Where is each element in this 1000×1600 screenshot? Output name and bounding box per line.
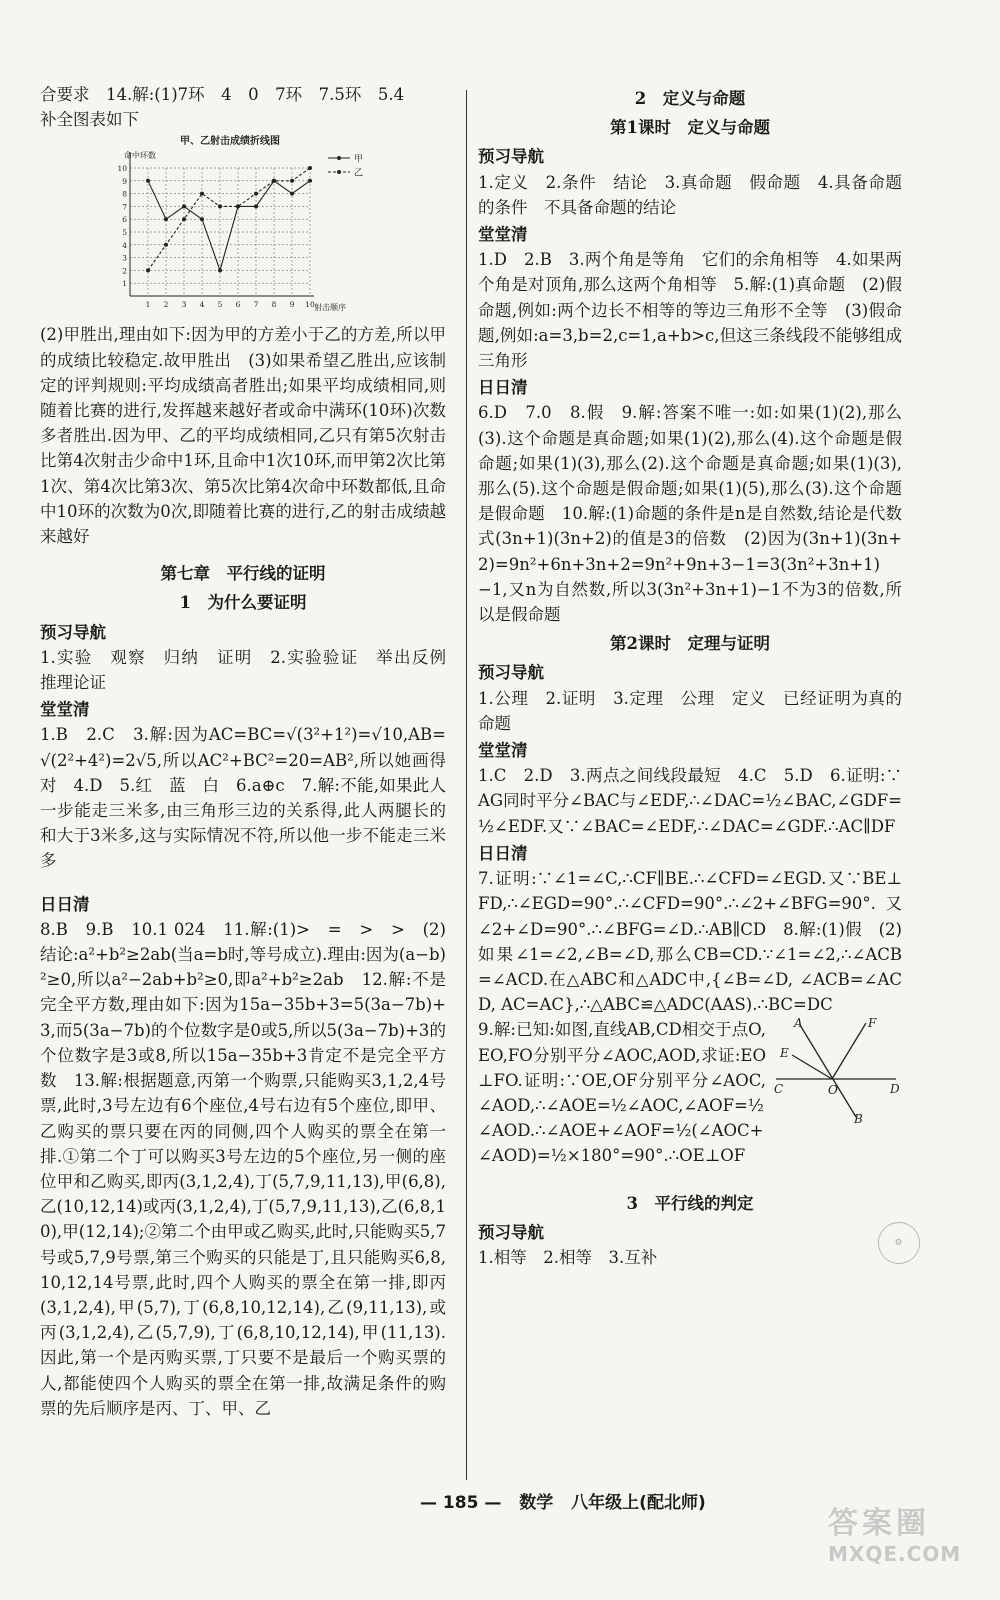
- preview-answers-2: 1.公理 2.证明 3.定理 公理 定义 已经证明为真的命题: [478, 688, 902, 733]
- data-point: [308, 179, 312, 183]
- heading-preview-2: 预习导航: [478, 663, 544, 683]
- legend-label: 甲: [354, 154, 364, 165]
- lesson-2-title: 第2课时 定理与证明: [610, 634, 770, 654]
- section-title: 1 为什么要证明: [179, 593, 307, 613]
- label-e: E: [780, 1046, 789, 1061]
- section-3-title: 3 平行线的判定: [626, 1193, 754, 1213]
- heading-preview: 预习导航: [478, 147, 544, 167]
- series-line-2: [148, 168, 310, 270]
- line-chart: [80, 132, 380, 322]
- data-point: [254, 205, 258, 209]
- section-2-title: 2 定义与命题: [634, 89, 746, 108]
- data-point: [308, 166, 312, 170]
- data-point: [272, 179, 276, 183]
- data-point: [218, 205, 222, 209]
- x-tick-label: 10: [305, 300, 315, 310]
- answer-14: 合要求 14.解:(1)7环 4 0 7环 7.5环 5.4: [40, 85, 405, 104]
- y-tick-label: 5: [122, 228, 127, 238]
- data-point: [182, 218, 186, 222]
- daily-answers-2a: 7.证明:∵∠1=∠C,∴CF∥BE.∴∠CFD=∠EGD.又∵BE⊥FD,∴∠EGD=90°.∴∠CFD=90°.∴∠2+∠BFG=90°.又∠2+∠D=90°.∴∠BFG=∠D.∴AB∥CD 8.解:(1)假 (2)如果∠1=∠2,∠B=∠D,那么CB=CD.∵∠1=∠2,∴∠ACB=∠ACD.在△ABC和△ADC中,{∠B=∠D, ∠ACB=∠ACD, AC=AC},∴△ABC≌△ADC(AAS).∴BC=DC: [478, 869, 902, 1015]
- class-answers-2: 1.C 2.D 3.两点之间线段最短 4.C 5.D 6.证明:∵AG同时平分∠BAC与∠EDF,∴∠DAC=½∠BAC,∠GDF=½∠EDF.又∵∠BAC=∠EDF,∴∠DAC=∠GDF.∴AC∥DF: [478, 766, 902, 836]
- heading-class: 堂堂清: [40, 700, 90, 720]
- legend-marker: [337, 156, 341, 160]
- watermark-line2: MXQE.COM: [828, 1542, 962, 1566]
- x-tick-label: 5: [217, 300, 223, 310]
- y-tick-label: 3: [122, 254, 127, 264]
- series-line-1: [148, 181, 310, 271]
- data-point: [164, 218, 168, 222]
- y-tick-label: 10: [117, 164, 127, 174]
- chapter-title: 第七章 平行线的证明: [160, 564, 326, 584]
- data-point: [218, 269, 222, 273]
- label-f: F: [868, 1017, 877, 1031]
- daily-answers-2b: 9.解:已知:如图,直线AB,CD相交于点O,EO,FO分别平分∠AOC,AOD,求证:EO⊥FO.证明:∵OE,OF分别平分∠AOC,∠AOD,∴∠AOE=½∠AOC,∠AOF=½∠AOD.∴∠AOE+∠AOF=½(∠AOC+∠AOD)=½×180°=90°.∴OE⊥OF: [478, 1020, 766, 1166]
- answer-14-part2: (2)甲胜出,理由如下:因为甲的方差小于乙的方差,所以甲的成绩比较稳定.故甲胜出 (3)如果希望乙胜出,应该制定的评判规则:平均成绩高者胜出;如果平均成绩相同,则随着比赛的进行,发挥越来越好者或命中满环(10环)次数多者胜出.因为甲、乙的平均成绩相同,乙只有第5次射击比第4次射击少命中1环,且命中1次10环,而甲第2次比第1次、第4次比第3次、第5次比第4次命中环数都低,且命中10环的次数为0次,即随着比赛的进行,乙的射击成绩越来越好: [40, 325, 446, 547]
- x-tick-label: 6: [235, 300, 241, 310]
- page-number: — 185 —: [420, 1493, 502, 1513]
- x-tick-label: 7: [253, 300, 259, 310]
- daily-answers: 6.D 7.0 8.假 9.解:答案不唯一:如:如果(1)(2),那么(3).这个命题是真命题;如果(1)(2),那么(4).这个命题是假命题;如果(1)(3),那么(2).这个命题是真命题;如果(1)(3),那么(5).这个命题是假命题;如果(1)(5),那么(3).这个命题是假命题 10.解:(1)命题的条件是n是自然数,结论是代数式(3n+1)(3n+2)的值是3的倍数 (2)因为(3n+1)(3n+2)=9n²+6n+3n+2=9n²+9n+3−1=3(3n²+3n+1)−1,又n为自然数,所以3(3n²+3n+1)−1不为3的倍数,所以是假命题: [478, 403, 902, 625]
- legend-marker: [337, 170, 341, 174]
- x-tick-label: 8: [271, 300, 277, 310]
- heading-class-2: 堂堂清: [478, 741, 528, 761]
- data-point: [290, 179, 294, 183]
- watermark-line1: 答案圈: [828, 1506, 930, 1541]
- label-d: D: [890, 1082, 900, 1097]
- legend-label: 乙: [354, 168, 364, 179]
- right-column: [478, 82, 902, 1270]
- heading-preview: 预习导航: [40, 622, 106, 642]
- heading-daily: 日日清: [40, 894, 90, 914]
- class-answers: 1.B 2.C 3.解:因为AC=BC=√(3²+1²)=√10,AB=√(2²+4²)=2√5,所以AC²+BC²=20=AB²,所以她画得对 4.D 5.红 蓝 白 6.a⊕c 7.解:不能,如果此人一步能走三米多,由三角形三边的关系得,此人两腿长的和大于3米多,这与实际情况不符,所以他一步不能走三米多: [40, 725, 446, 871]
- class-answers: 1.D 2.B 3.两个角是等角 它们的余角相等 4.如果两个角是对顶角,那么这两个角相等 5.解:(1)真命题 (2)假命题,例如:两个边长不相等的等边三角形不全等 (3)假命题,例如:a=3,b=2,c=1,a+b>c,但这三条线段不能够组成三角形: [478, 250, 902, 371]
- angle-bisector-diagram: [772, 1017, 902, 1125]
- grade: 八年级上(配北师): [571, 1493, 706, 1513]
- y-tick-label: 6: [122, 215, 127, 225]
- column-divider: [466, 90, 467, 1480]
- heading-daily-2: 日日清: [478, 843, 528, 863]
- data-point: [164, 243, 168, 247]
- label-c: C: [774, 1082, 784, 1097]
- x-axis-label: 射击顺序: [314, 303, 346, 313]
- y-tick-label: 7: [122, 202, 127, 212]
- data-point: [200, 218, 204, 222]
- watermark-logo: [828, 1498, 978, 1588]
- y-tick-label: 4: [122, 241, 127, 251]
- data-point: [290, 192, 294, 196]
- preview-answers-3: 1.相等 2.相等 3.互补: [478, 1247, 658, 1267]
- left-column: [40, 82, 463, 1421]
- label-a: A: [794, 1017, 803, 1031]
- data-point: [200, 192, 204, 196]
- y-axis-label: 命中环数: [124, 151, 156, 161]
- y-tick-label: 9: [122, 177, 127, 187]
- stamp-seal: ⚙: [872, 1216, 926, 1270]
- x-tick-label: 4: [199, 300, 205, 310]
- data-point: [254, 192, 258, 196]
- y-tick-label: 8: [122, 190, 127, 200]
- heading-class: 堂堂清: [478, 225, 528, 245]
- data-point: [182, 205, 186, 209]
- x-tick-label: 3: [181, 300, 187, 310]
- x-tick-label: 1: [145, 300, 151, 310]
- preview-answers: 1.实验 观察 归纳 证明 2.实验验证 举出反例 推理论证: [40, 647, 463, 693]
- subject: 数学: [519, 1493, 554, 1513]
- heading-daily: 日日清: [478, 378, 528, 398]
- y-tick-label: 1: [122, 279, 127, 289]
- answer-14-note: 补全图表如下: [40, 110, 139, 130]
- data-point: [146, 269, 150, 273]
- preview-answers: 1.定义 2.条件 结论 3.真命题 假命题 4.具备命题的条件 不具备命题的结论: [478, 172, 902, 217]
- lesson-1-title: 第1课时 定义与命题: [610, 118, 770, 138]
- heading-preview-3: 预习导航: [478, 1222, 544, 1242]
- data-point: [146, 179, 150, 183]
- data-point: [236, 205, 240, 209]
- y-tick-label: 2: [122, 266, 127, 276]
- x-tick-label: 2: [163, 300, 169, 310]
- x-tick-label: 9: [289, 300, 295, 310]
- label-b: B: [854, 1112, 863, 1126]
- label-o: O: [828, 1083, 838, 1098]
- page-footer: [420, 1488, 718, 1513]
- chart-title: 甲、乙射击成绩折线图: [180, 136, 280, 148]
- daily-answers: 8.B 9.B 10.1 024 11.解:(1)> = > > (2)结论:a²+b²≥2ab(当a=b时,等号成立).理由:因为(a−b)²≥0,所以a²−2ab+b²≥0,即a²+b²≥2ab 12.解:不是完全平方数,理由如下:因为15a−35b+3=5(3a−7b)+3,而5(3a−7b)的个位数字是0或5,所以5(3a−7b)+3的个位数字是3或8,所以15a−35b+3肯定不是完全平方数 13.解:根据题意,丙第一个购票,只能购买3,1,2,4号票,此时,3号左边有6个座位,4号右边有5个座位,即甲、乙购买的票只要在丙的同侧,四个人购买的票全在第一排.①第二个丁可以购买3号左边的5个座位,另一侧的座位甲和乙购买,即丙(3,1,2,4),丁(5,7,9,11,13),甲(6,8),乙(10,12,14)或丙(3,1,2,4),丁(5,7,9,11,13),乙(6,8,10),甲(12,14);②第二个由甲或乙购买,此时,只能购买5,7号或5,7,9号票,第三个购买的只能是丁,且只能购买6,8,10,12,14号票,此时,四个人购买的票全在第一排,即丙(3,1,2,4),甲(5,7),丁(6,8,10,12,14),乙(9,11,13),或丙(3,1,2,4),乙(5,7,9),丁(6,8,10,12,14),甲(11,13).因此,第一个是丙购买票,丁只要不是最后一个购买票的人,都能使四个人购买的票全在第一排,故满足条件的购票的先后顺序是丙、丁、甲、乙: [40, 919, 446, 1418]
